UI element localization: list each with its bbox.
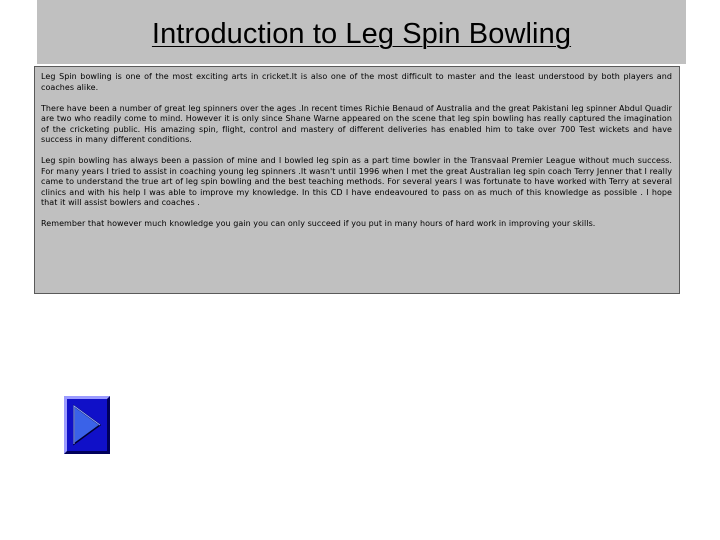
intro-paragraph-4: Remember that however much knowledge you gain you can only succeed if you put in many hours of hard work in improving your skills. [41,219,596,228]
page-title: Introduction to Leg Spin Bowling [151,17,572,50]
title-bar [37,0,686,64]
intro-text-panel [34,66,680,294]
intro-paragraph-3: Leg spin bowling has always been a passion of mine and I bowled leg spin as a part time bowler in the Transvaal Premier League without much success. For many years I tried to assist in coaching young leg spinners .It wasn't until 1996 when I met the great Australian leg spin coach Terry Jenner that I really came to understand the true art of leg spin bowling and the best teaching methods. For several years I was fortunate to have worked with Terry at several clinics and with his help I was able to improve my knowledge. In this CD I have endeavoured to pass on as much of this knowledge as possible . I hope that it will assist bowlers and coaches . [41,156,672,207]
intro-paragraph-2: There have been a number of great leg spinners over the ages .In recent times Richie Benaud of Australia and the great Pakistani leg spinner Abdul Quadir are two who readily come to mind. However it is only since Shane Warne appeared on the scene that leg spin bowling has really captured the imagination of the cricketing public. His amazing spin, flight, control and mastery of different deliveries has enabled him to take over 700 Test wickets and have success in many different conditions. [41,103,672,144]
intro-paragraph-1: Leg Spin bowling is one of the most exciting arts in cricket.It is also one of the most difficult to master and the least understood by both players and coaches alike. [41,72,672,92]
next-slide-button[interactable] [64,396,110,454]
play-right-triangle-icon [72,404,102,446]
